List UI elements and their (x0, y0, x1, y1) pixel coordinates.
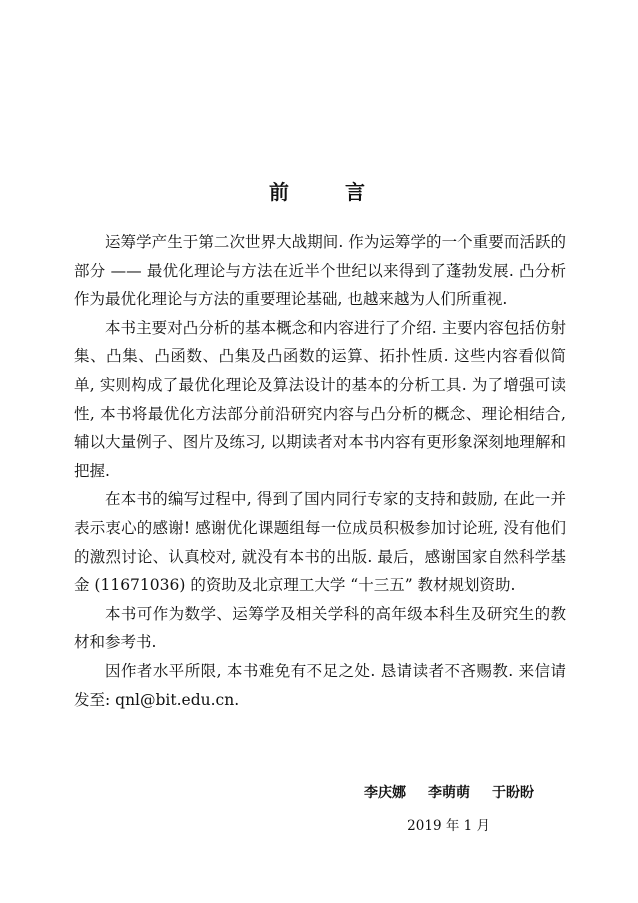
preface-date: 2019 年 1 月 (407, 818, 490, 834)
author-signatures (364, 782, 534, 802)
author-2: 李萌萌 (428, 785, 470, 801)
paragraph-4: 本书可作为数学、运筹学及相关学科的高年级本科生及研究生的教材和参考书. (74, 604, 566, 652)
paragraph-5: 因作者水平所限, 本书难免有不足之处. 恳请读者不吝赐教. 来信请发至: qnl@bit.edu.cn. (74, 661, 566, 709)
title-char-2: 言 (345, 180, 369, 204)
author-1: 李庆娜 (364, 785, 406, 801)
author-3: 于盼盼 (492, 785, 534, 801)
title-char-1: 前 (269, 180, 293, 204)
page-title (0, 176, 638, 205)
paragraph-1: 运筹学产生于第二次世界大战期间. 作为运筹学的一个重要而活跃的部分 —— 最优化理论与方法在近半个世纪以来得到了蓬勃发展. 凸分析作为最优化理论与方法的重要理论基础, 也越来越为人们所重视. (74, 233, 566, 309)
preface-body (74, 228, 566, 714)
paragraph-2: 本书主要对凸分析的基本概念和内容进行了介绍. 主要内容包括仿射集、凸集、凸函数、凸集及凸函数的运算、拓扑性质. 这些内容看似简单, 实则构成了最优化理论及算法设计的基本的分析工具. 为了增强可读性, 本书将最优化方法部分前沿研究内容与凸分析的概念、理论相结合, 辅以大量例子、图片及练习, 以期读者对本书内容有更形象深刻地理解和把握. (74, 318, 566, 480)
paragraph-3: 在本书的编写过程中, 得到了国内同行专家的支持和鼓励, 在此一并表示衷心的感谢! 感谢优化课题组每一位成员积极参加讨论班, 没有他们的激烈讨论、认真校对, 就没有本书的出版. 最后，感谢国家自然科学基金 (11671036) 的资助及北京理工大学 “十三五” 教材规划资助. (74, 490, 566, 595)
